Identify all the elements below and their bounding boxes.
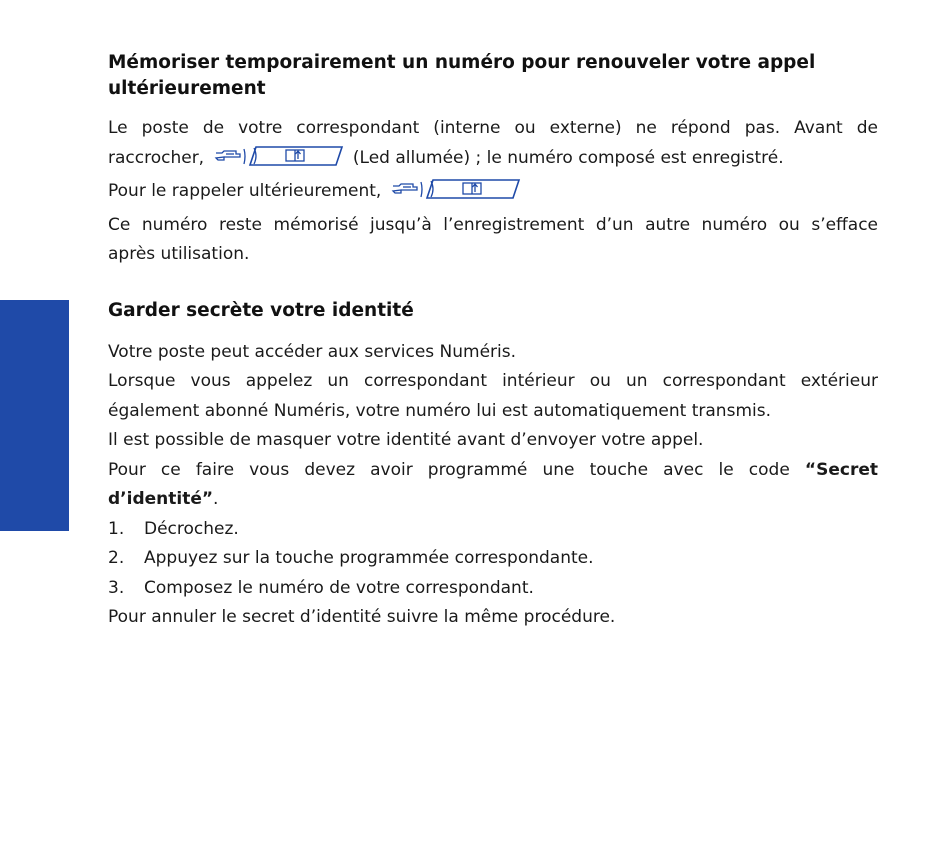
s1-p3-line1: Ce numéro reste mémorisé jusqu’à l’enregistrement d’un autre numéro ou s’efface	[108, 214, 878, 235]
section1-body	[108, 114, 878, 270]
redial-book-key-icon	[421, 180, 519, 198]
s2-line3: Il est possible de masquer votre identité avant d’envoyer votre appel.	[108, 430, 704, 450]
s2-last: Pour annuler le secret d’identité suivre la même procédure.	[108, 607, 616, 627]
hand-pointer-icon	[216, 151, 240, 160]
hand-pointer-icon	[393, 184, 417, 193]
section1-title: Mémoriser temporairement un numéro pour renouveler votre appel ultérieurement	[108, 52, 816, 99]
s1-p1-line1: Le poste de votre correspondant (interne ou externe) ne répond pas. Avant de	[108, 118, 878, 138]
s1-p3-line2: après utilisation.	[108, 244, 250, 264]
section2-body	[108, 338, 878, 633]
s1-p2: Pour le rappeler ultérieurement,	[108, 177, 878, 211]
chapter-side-tab	[0, 300, 69, 531]
s2-line2a: Lorsque vous appelez un correspondant intérieur ou un correspondant extérieur	[108, 371, 878, 391]
s2-line1: Votre poste peut accéder aux services Numéris.	[108, 341, 517, 362]
redial-book-key-icon	[244, 147, 342, 165]
redial-key-illustration-2	[391, 178, 521, 211]
step-item: 3. Composez le numéro de votre correspondant.	[108, 577, 534, 598]
page-content	[108, 50, 878, 633]
s2-line4b: d’identité”.	[108, 489, 219, 509]
section2-title: Garder secrète votre identité	[108, 299, 414, 321]
s1-p1-line2: raccrocher, (Led allumée) ; le numéro composé est enregistré.	[108, 144, 878, 178]
s2-line2b: également abonné Numéris, votre numéro lui est automatiquement transmis.	[108, 400, 771, 421]
redial-key-illustration	[214, 145, 344, 178]
step-item: 1. Décrochez.	[108, 518, 239, 539]
step-item: 2. Appuyez sur la touche programmée correspondante.	[108, 548, 594, 568]
s2-line4a: Pour ce faire vous devez avoir programmé une touche avec le code “Secret	[108, 459, 878, 480]
